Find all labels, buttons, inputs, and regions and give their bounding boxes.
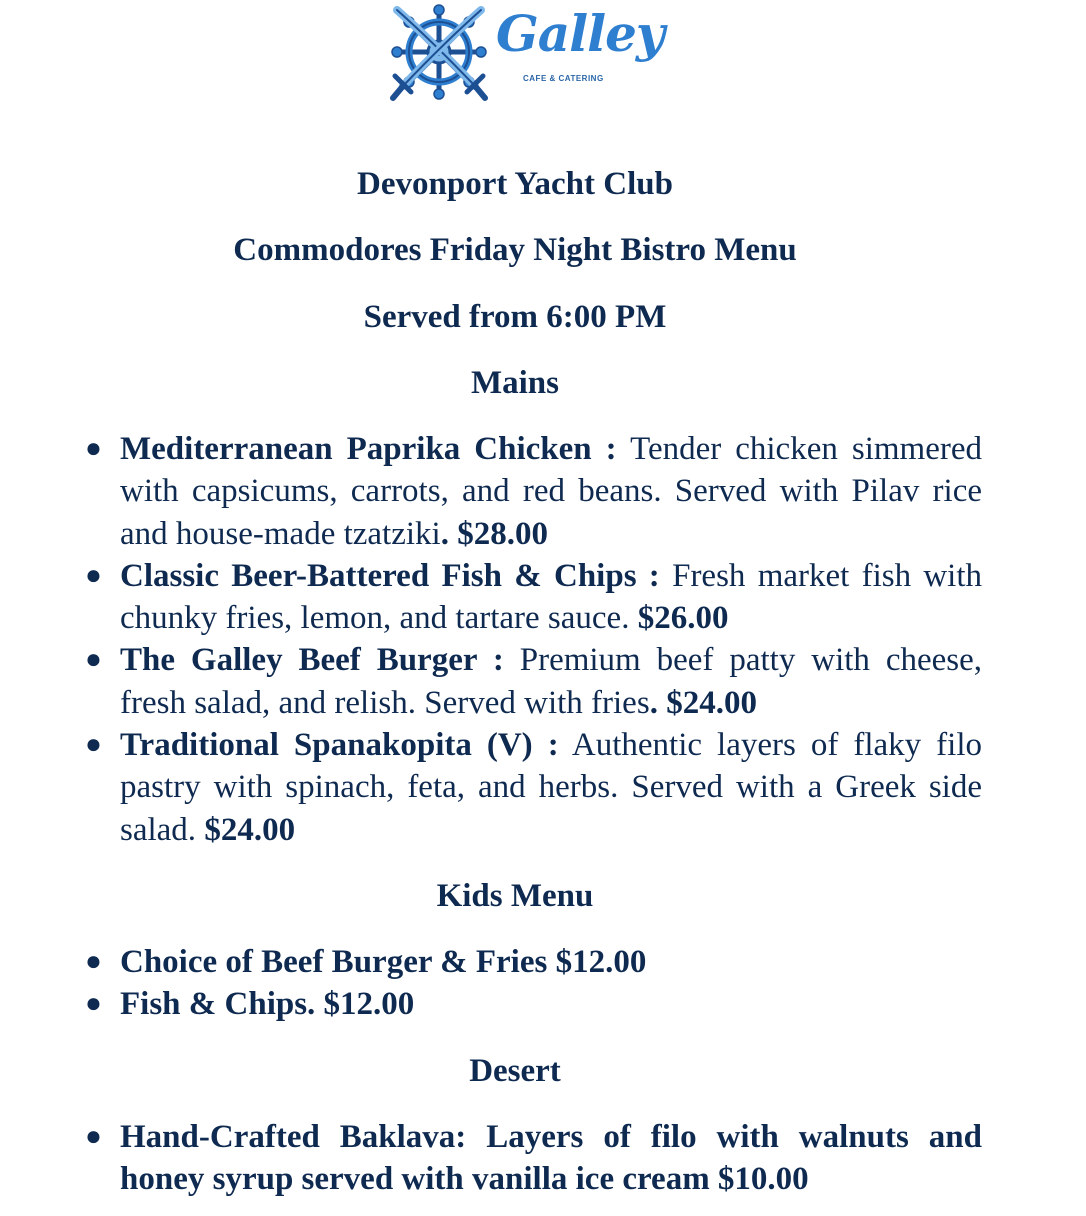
item-name: Mediterranean Paprika Chicken : — [120, 431, 617, 467]
logo-subtitle: CAFE & CATERING — [523, 74, 604, 83]
menu-item — [85, 983, 982, 1025]
bullet-icon: ● — [85, 988, 102, 1020]
menu-item — [85, 555, 983, 640]
bullet-icon: ● — [85, 729, 102, 761]
item-price: . $24.00 — [649, 684, 757, 721]
menu-item — [85, 428, 982, 555]
item-name: The Galley Beef Burger : — [120, 642, 504, 679]
item-description: Fresh market fish with chunky fries, lemon, and tartare sauce. — [120, 557, 983, 637]
section-title-desert: Desert — [469, 1053, 561, 1089]
item-text: Hand-Crafted Baklava: Layers of filo with walnuts and honey syrup served with vanilla ice cream $10.00 — [120, 1119, 982, 1198]
section-title-kids: Kids Menu — [436, 878, 594, 914]
menu-title: Commodores Friday Night Bistro Menu — [233, 232, 797, 268]
served-time: Served from 6:00 PM — [363, 299, 667, 335]
item-description: Tender chicken simmered with capsicums, carrots, and red beans. Served with Pilav rice and house-made tzatziki — [120, 431, 982, 552]
bullet-icon: ● — [85, 644, 102, 676]
item-description: Authentic layers of flaky filo pastry with spinach, feta, and herbs. Served with a Greek side salad. — [120, 727, 982, 848]
desert-list — [85, 1116, 982, 1201]
logo — [383, 2, 664, 102]
item-text: Choice of Beef Burger & Fries $12.00 — [120, 944, 647, 980]
item-price: . $28.00 — [440, 515, 548, 552]
menu-item — [85, 1116, 982, 1201]
item-name: Classic Beer-Battered Fish & Chips : — [120, 557, 660, 594]
kids-list — [85, 941, 982, 1026]
menu-item — [85, 639, 982, 724]
item-price: $24.00 — [204, 811, 296, 848]
menu-item — [85, 941, 982, 983]
item-description: Premium beef patty with cheese, fresh salad, and relish. Served with fries — [120, 642, 982, 721]
ship-wheel-swords-icon — [383, 2, 495, 102]
logo-wordmark: Galley — [496, 4, 664, 63]
bullet-icon: ● — [85, 1121, 102, 1152]
section-title-mains: Mains — [470, 365, 559, 401]
bullet-icon: ● — [85, 946, 102, 977]
mains-list — [85, 428, 983, 851]
menu-item — [85, 724, 982, 851]
item-text: Fish & Chips. $12.00 — [120, 986, 415, 1023]
bullet-icon: ● — [85, 433, 102, 464]
venue-title: Devonport Yacht Club — [357, 166, 673, 202]
item-price: $26.00 — [637, 600, 729, 637]
item-name: Traditional Spanakopita (V) : — [120, 727, 559, 764]
bullet-icon: ● — [85, 559, 102, 591]
